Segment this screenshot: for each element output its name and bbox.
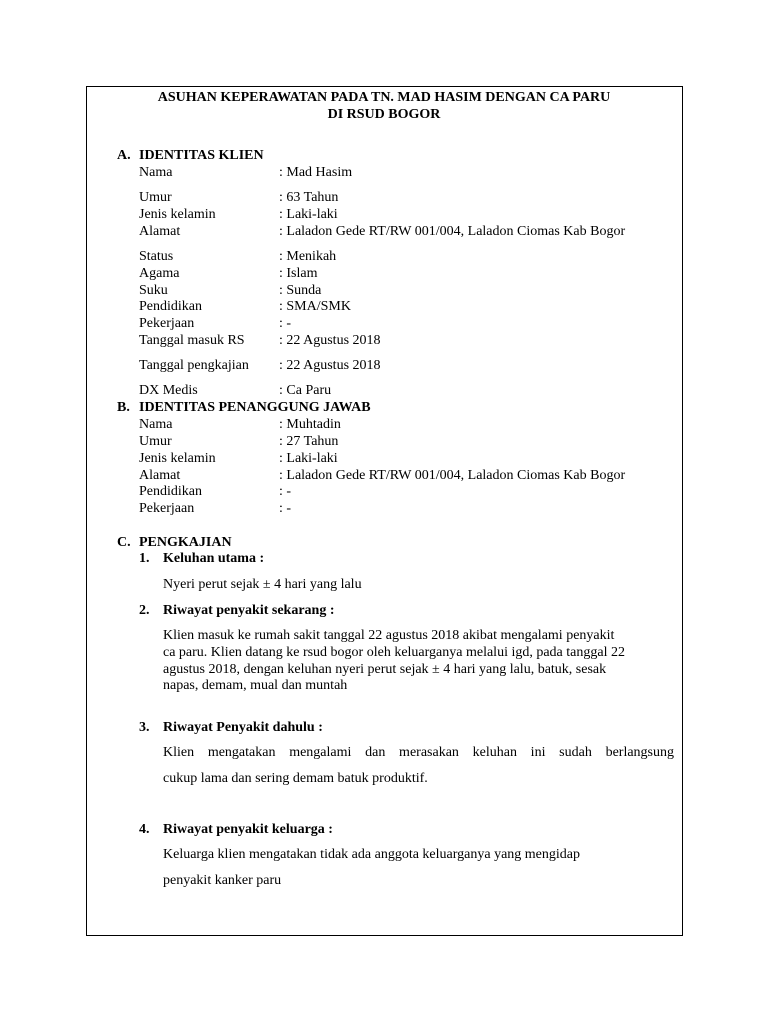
item-4-title: Riwayat penyakit keluarga : xyxy=(163,822,333,837)
klien-alamat-label: Alamat xyxy=(139,224,181,239)
item-2-title: Riwayat penyakit sekarang : xyxy=(163,603,335,618)
klien-pendidikan-value: : SMA/SMK xyxy=(279,299,351,314)
item-3-title: Riwayat Penyakit dahulu : xyxy=(163,720,323,735)
pj-pekerjaan-value: : - xyxy=(279,501,292,516)
section-a-heading: IDENTITAS KLIEN xyxy=(139,148,264,163)
pj-umur-label: Umur xyxy=(139,434,172,449)
pj-jenis-kelamin-label: Jenis kelamin xyxy=(139,451,216,466)
pj-alamat-label: Alamat xyxy=(139,468,181,483)
klien-tanggal-pengkajian-value: : 22 Agustus 2018 xyxy=(279,358,381,373)
item-2-line-2: ca paru. Klien datang ke rsud bogor oleh keluarganya melalui igd, pada tanggal 22 xyxy=(163,645,625,660)
document-title-line2: DI RSUD BOGOR xyxy=(327,107,441,122)
pj-pendidikan-label: Pendidikan xyxy=(139,484,202,499)
item-4-line-1: Keluarga klien mengatakan tidak ada anggota keluarganya yang mengidap xyxy=(163,847,580,862)
klien-tanggal-masuk-value: : 22 Agustus 2018 xyxy=(279,333,381,348)
klien-suku-value: : Sunda xyxy=(279,283,322,298)
klien-alamat-value: : Laladon Gede RT/RW 001/004, Laladon Ciomas Kab Bogor xyxy=(279,224,626,239)
pj-nama-value: : Muhtadin xyxy=(279,417,341,432)
item-1-line-1: Nyeri perut sejak ± 4 hari yang lalu xyxy=(163,577,362,592)
item-3-line-1: Klien mengatakan mengalami dan merasakan keluhan ini sudah berlangsung xyxy=(163,745,674,760)
item-2-line-4: napas, demam, mual dan muntah xyxy=(163,678,348,693)
pj-nama-label: Nama xyxy=(139,417,173,432)
section-a-letter: A. xyxy=(117,148,131,163)
klien-status-label: Status xyxy=(139,249,174,264)
klien-jenis-kelamin-value: : Laki-laki xyxy=(279,207,338,222)
klien-umur-value: : 63 Tahun xyxy=(279,190,339,205)
pj-alamat-value: : Laladon Gede RT/RW 001/004, Laladon Ciomas Kab Bogor xyxy=(279,468,626,483)
klien-nama-label: Nama xyxy=(139,165,173,180)
klien-pekerjaan-value: : - xyxy=(279,316,292,331)
pj-jenis-kelamin-value: : Laki-laki xyxy=(279,451,338,466)
section-c-letter: C. xyxy=(117,535,131,550)
pj-pekerjaan-label: Pekerjaan xyxy=(139,501,195,516)
section-b-letter: B. xyxy=(117,400,130,415)
klien-pendidikan-label: Pendidikan xyxy=(139,299,202,314)
section-b-heading: IDENTITAS PENANGGUNG JAWAB xyxy=(139,400,371,415)
klien-agama-label: Agama xyxy=(139,266,180,281)
document-title-line1: ASUHAN KEPERAWATAN PADA TN. MAD HASIM DENGAN CA PARU xyxy=(157,90,611,105)
item-4-line-2: penyakit kanker paru xyxy=(163,873,282,888)
klien-dx-medis-label: DX Medis xyxy=(139,383,198,398)
klien-tanggal-masuk-label: Tanggal masuk RS xyxy=(139,333,245,348)
klien-suku-label: Suku xyxy=(139,283,168,298)
klien-dx-medis-value: : Ca Paru xyxy=(279,383,332,398)
pj-pendidikan-value: : - xyxy=(279,484,292,499)
klien-nama-value: : Mad Hasim xyxy=(279,165,353,180)
item-4-number: 4. xyxy=(139,822,150,837)
item-2-line-3: agustus 2018, dengan keluhan nyeri perut sejak ± 4 hari yang lalu, batuk, sesak xyxy=(163,662,607,677)
item-3-number: 3. xyxy=(139,720,150,735)
klien-jenis-kelamin-label: Jenis kelamin xyxy=(139,207,216,222)
klien-agama-value: : Islam xyxy=(279,266,318,281)
item-3-line-2: cukup lama dan sering demam batuk produktif. xyxy=(163,771,428,786)
section-c-heading: PENGKAJIAN xyxy=(139,535,232,550)
item-1-title: Keluhan utama : xyxy=(163,551,265,566)
pj-umur-value: : 27 Tahun xyxy=(279,434,339,449)
klien-umur-label: Umur xyxy=(139,190,172,205)
item-2-number: 2. xyxy=(139,603,150,618)
item-1-number: 1. xyxy=(139,551,150,566)
item-2-line-1: Klien masuk ke rumah sakit tanggal 22 agustus 2018 akibat mengalami penyakit xyxy=(163,628,615,643)
klien-status-value: : Menikah xyxy=(279,249,337,264)
klien-tanggal-pengkajian-label: Tanggal pengkajian xyxy=(139,358,249,373)
klien-pekerjaan-label: Pekerjaan xyxy=(139,316,195,331)
